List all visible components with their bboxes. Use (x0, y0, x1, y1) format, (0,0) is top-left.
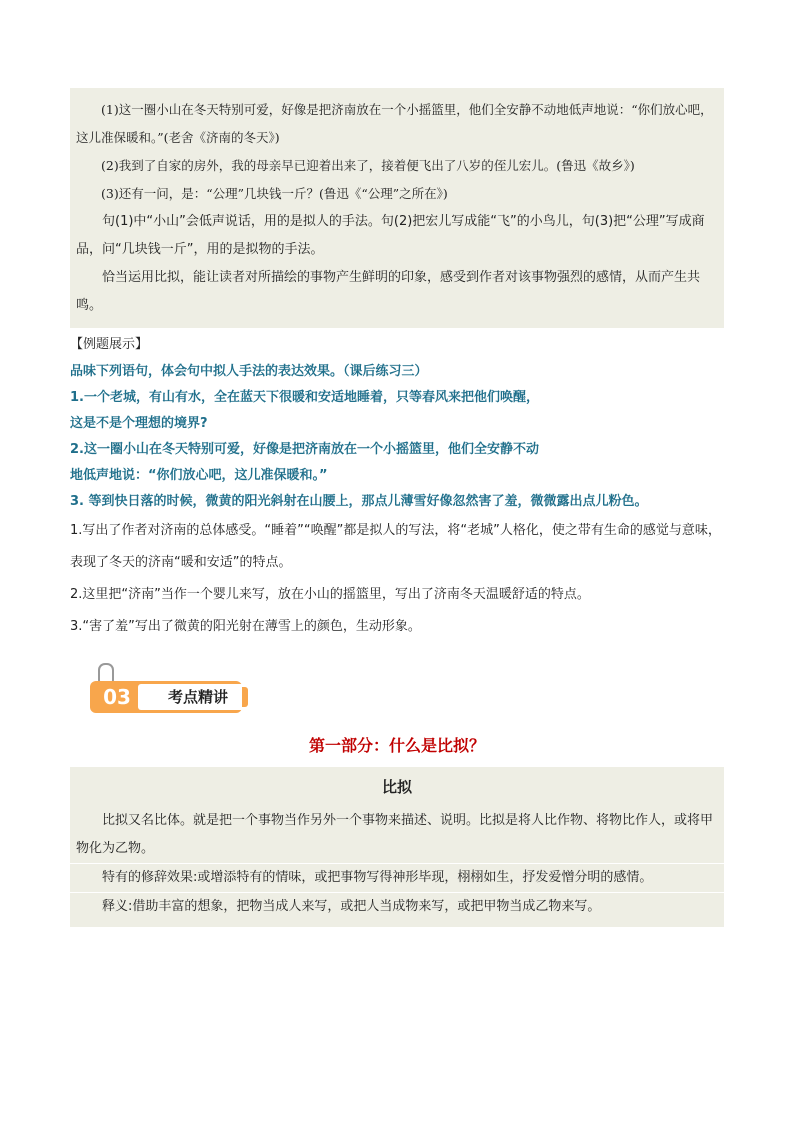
page (70, 88, 724, 927)
example-sentence-2: (2)我到了自家的房外，我的母亲早已迎着出来了，接着便飞出了八岁的侄儿宏儿。(鲁迅《故乡》) (101, 158, 635, 173)
question-2-line-1: 2.这一圈小山在冬天特别可爱，好像是把济南放在一个小摇篮里，他们全安静不动 (70, 442, 539, 457)
definition-para-1: 比拟又名比体。就是把一个事物当作另外一个事物来描述、说明。比拟是将人比作物、将物比作人，或将甲物化为乙物。 (70, 807, 724, 864)
badge-label: 考点精讲 (167, 688, 228, 706)
question-1-line-1: 1.一个老城，有山有水，全在蓝天下很暖和安适地睡着，只等春风来把他们唤醒， (70, 390, 539, 405)
definition-para-2: 特有的修辞效果:或增添特有的情味，或把事物写得神形毕现，栩栩如生，抒发爱憎分明的感情。 (70, 864, 724, 893)
section-badge (70, 653, 724, 723)
effect-paragraph: 恰当运用比拟，能让读者对所描绘的事物产生鲜明的印象，感受到作者对该事物强烈的感情，从而产生共鸣。 (76, 270, 701, 313)
definition-box (70, 767, 724, 927)
example-sentence-1: (1)这一圈小山在冬天特别可爱，好像是把济南放在一个小摇篮里，他们全安静不动地低声地说：“你们放心吧，这儿准保暖和。”(老舍《济南的冬天》) (76, 102, 713, 145)
badge-bar (90, 681, 242, 713)
answer-3: 3.“害了羞”写出了微黄的阳光射在薄雪上的颜色，生动形象。 (70, 619, 421, 634)
analysis-paragraph: 句(1)中“小山”会低声说话，用的是拟人的手法。句(2)把宏儿写成能“飞”的小鸟儿，句(3)把“公理”写成商品，问“几块钱一斤”，用的是拟物的手法。 (76, 214, 705, 257)
example-header: 【例题展示】 (70, 337, 149, 352)
badge-tab (242, 687, 248, 707)
example-prompt: 品味下列语句，体会句中拟人手法的表达效果。（课后练习三） (70, 364, 428, 379)
answer-1: 1.写出了作者对济南的总体感受。“睡着”“唤醒”都是拟人的写法，将“老城”人格化，使之带有生命的感觉与意味，表现了冬天的济南“暖和安适”的特点。 (70, 523, 721, 570)
question-1-line-2: 这是不是个理想的境界? (70, 416, 208, 431)
example-sentence-3: (3)还有一问，是：“公理”几块钱一斤？(鲁迅《“公理”之所在》) (101, 186, 448, 201)
definition-para-3: 释义:借助丰富的想象，把物当成人来写，或把人当成物来写，或把甲物当成乙物来写。 (102, 899, 601, 914)
example-sentences-box (70, 88, 724, 328)
answer-2: 2.这里把“济南”当作一个婴儿来写，放在小山的摇篮里，写出了济南冬天温暖舒适的特点。 (70, 587, 590, 602)
question-3: 3. 等到快日落的时候，微黄的阳光斜射在山腰上，那点儿薄雪好像忽然害了羞，微微露出点儿粉色。 (70, 494, 648, 509)
part-title: 第一部分：什么是比拟？ (308, 736, 485, 755)
definition-title: 比拟 (381, 778, 412, 796)
badge-number: 03 (103, 685, 131, 709)
question-2-line-2: 地低声地说：“你们放心吧，这儿准保暖和。” (70, 468, 328, 483)
badge-label-box (138, 684, 258, 710)
